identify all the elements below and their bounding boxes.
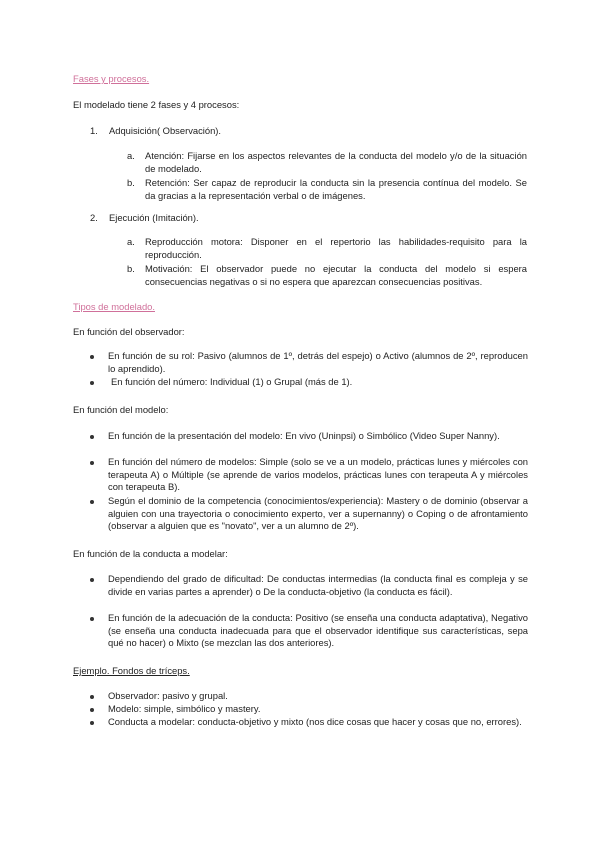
sub-letter: b. (127, 177, 135, 188)
sub-letter: a. (127, 150, 135, 161)
ejemplo-conducta: Conducta a modelar: conducta-objetivo y mixto (nos dice cosas que hacer y cosas que no, errores). (108, 716, 522, 727)
bullet-icon (90, 617, 94, 621)
fase-1-label: Adquisición( Observación). (109, 125, 222, 136)
conducta-dificultad: Dependiendo del grado de dificultad: De conductas intermedias (la conducta final es compleja y se divide en varias partes a aprender) o De la conducta-objetivo (la conducta es fácil). (108, 573, 528, 597)
subheading-modelo: En función del modelo: (73, 404, 169, 415)
list-number: 1. (90, 125, 98, 136)
subheading-conducta: En función de la conducta a modelar: (73, 548, 228, 559)
proceso-retencion: Retención: Ser capaz de reproducir la conducta sin la presencia contínua del modelo. Se da gracias a la representación verbal o de imágenes. (145, 177, 527, 201)
sub-letter: b. (127, 263, 135, 274)
modelo-dominio: Según el dominio de la competencia (conocimientos/experiencia): Mastery o de dominio (observar a alguien con una trayectoria o conocimiento experto, ver a supernanny) o Coping o de afrontamiento (observar a alguien que es "novato", ver a un alumno de 2º). (108, 495, 528, 532)
section-heading-tipos: Tipos de modelado. (73, 301, 155, 312)
modelo-presentacion: En función de la presentación del modelo: En vivo (Uninpsi) o Simbólico (Video Super Nanny). (108, 430, 500, 441)
bullet-icon (90, 721, 94, 725)
bullet-icon (90, 355, 94, 359)
modelo-numero: En función del número de modelos: Simple (solo se ve a un modelo, prácticas lunes y miércoles con terapeuta A) o Múltiple (se aprende de varios modelos, prácticas lunes con terapeuta A y miércoles con terapeuta B). (108, 456, 528, 493)
bullet-icon (90, 461, 94, 465)
bullet-icon (90, 578, 94, 582)
ejemplo-modelo: Modelo: simple, simbólico y mastery. (108, 703, 261, 714)
subheading-observador: En función del observador: (73, 326, 185, 337)
section-heading-ejemplo: Ejemplo. Fondos de tríceps. (73, 665, 190, 676)
fase-2-label: Ejecución (Imitación). (109, 212, 199, 223)
proceso-reproduccion: Reproducción motora: Disponer en el repertorio las habilidades-requisito para la reproducción. (145, 236, 527, 260)
proceso-motivacion: Motivación: El observador puede no ejecutar la conducta del modelo si espera consecuencias negativas o si no espera que aparezcan consecuencias positivas. (145, 263, 527, 287)
fases-intro: El modelado tiene 2 fases y 4 procesos: (73, 99, 240, 110)
bullet-icon (90, 695, 94, 699)
bullet-icon (90, 381, 94, 385)
observador-rol: En función de su rol: Pasivo (alumnos de 1º, detrás del espejo) o Activo (alumnos de 2º, reproducen lo aprendido). (108, 350, 528, 374)
ejemplo-observador: Observador: pasivo y grupal. (108, 690, 228, 701)
list-number: 2. (90, 212, 98, 223)
observador-numero: En función del número: Individual (1) o Grupal (más de 1). (111, 376, 353, 387)
conducta-adecuacion: En función de la adecuación de la conducta: Positivo (se enseña una conducta adaptativa), Negativo (se enseña una conducta inadecuada para que el observador identifique sus características, sepa qué no hacer) o Mixto (se mezclan las dos anteriores). (108, 612, 528, 649)
bullet-icon (90, 500, 94, 504)
sub-letter: a. (127, 236, 135, 247)
section-heading-fases: Fases y procesos. (73, 73, 150, 84)
bullet-icon (90, 708, 94, 712)
proceso-atencion: Atención: Fijarse en los aspectos relevantes de la conducta del modelo y/o de la situación de modelado. (145, 150, 527, 174)
bullet-icon (90, 435, 94, 439)
